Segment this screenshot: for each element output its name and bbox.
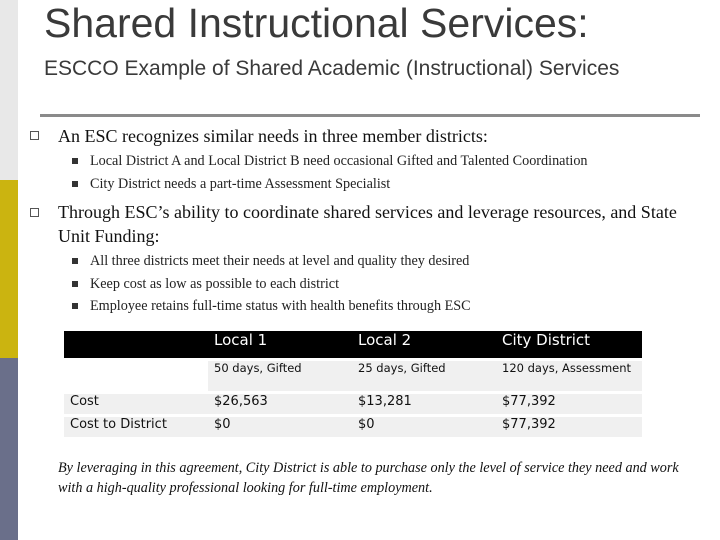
sub-bullet-marker bbox=[72, 281, 78, 287]
bullet-2-sub-2: Keep cost as low as possible to each district bbox=[90, 276, 340, 292]
table-cell: $0 bbox=[352, 417, 496, 437]
side-bar-slate bbox=[0, 358, 18, 540]
bullet-2-sub-1: All three districts meet their needs at level and quality they desired bbox=[90, 253, 470, 269]
table-cell: 50 days, Gifted bbox=[208, 361, 352, 391]
table-header-cell: Local 2 bbox=[352, 331, 496, 358]
bullet-2-sub-3: Employee retains full-time status with health benefits through ESC bbox=[90, 298, 471, 314]
sub-bullet-marker bbox=[72, 181, 78, 187]
side-bar-gray bbox=[0, 0, 18, 180]
bullet-marker bbox=[30, 208, 39, 217]
table-cell: 120 days, Assessment bbox=[496, 361, 642, 391]
sub-bullet-marker bbox=[72, 303, 78, 309]
slide-subtitle: ESCCO Example of Shared Academic (Instructional) Services bbox=[44, 57, 620, 80]
title-divider bbox=[40, 114, 700, 117]
side-bar-gold bbox=[0, 180, 18, 358]
bullet-1-sub-2: City District needs a part-time Assessment Specialist bbox=[90, 176, 391, 192]
cost-table bbox=[64, 328, 642, 440]
table-cell: $13,281 bbox=[352, 394, 496, 414]
table-cell: $77,392 bbox=[496, 394, 642, 414]
table-cell: Cost bbox=[64, 394, 208, 414]
table-header-cell: City District bbox=[496, 331, 642, 358]
slide-title: Shared Instructional Services: bbox=[44, 0, 589, 46]
footnote: By leveraging in this agreement, City District is able to purchase only the level of service they need and work with a high-quality professional looking for full-time employment. bbox=[58, 460, 679, 496]
table-header-cell bbox=[64, 331, 208, 358]
sub-bullet-marker bbox=[72, 158, 78, 164]
bullet-2-text: Through ESC’s ability to coordinate shared services and leverage resources, and State Unit Funding: bbox=[58, 202, 677, 246]
table-cell bbox=[64, 361, 208, 391]
bullet-1-sub-1: Local District A and Local District B need occasional Gifted and Talented Coordination bbox=[90, 153, 588, 169]
table-cell: 25 days, Gifted bbox=[352, 361, 496, 391]
table-cell: $77,392 bbox=[496, 417, 642, 437]
table-cell: Cost to District bbox=[64, 417, 208, 437]
table-cell: $0 bbox=[208, 417, 352, 437]
table-cell: $26,563 bbox=[208, 394, 352, 414]
table-row-cost-to-district bbox=[64, 417, 642, 437]
table-row-services bbox=[64, 361, 642, 391]
sub-bullet-marker bbox=[72, 258, 78, 264]
table-row-cost bbox=[64, 394, 642, 414]
table-header-cell: Local 1 bbox=[208, 331, 352, 358]
table-header-row bbox=[64, 331, 642, 358]
bullet-1-text: An ESC recognizes similar needs in three member districts: bbox=[58, 126, 488, 146]
bullet-marker bbox=[30, 131, 39, 140]
